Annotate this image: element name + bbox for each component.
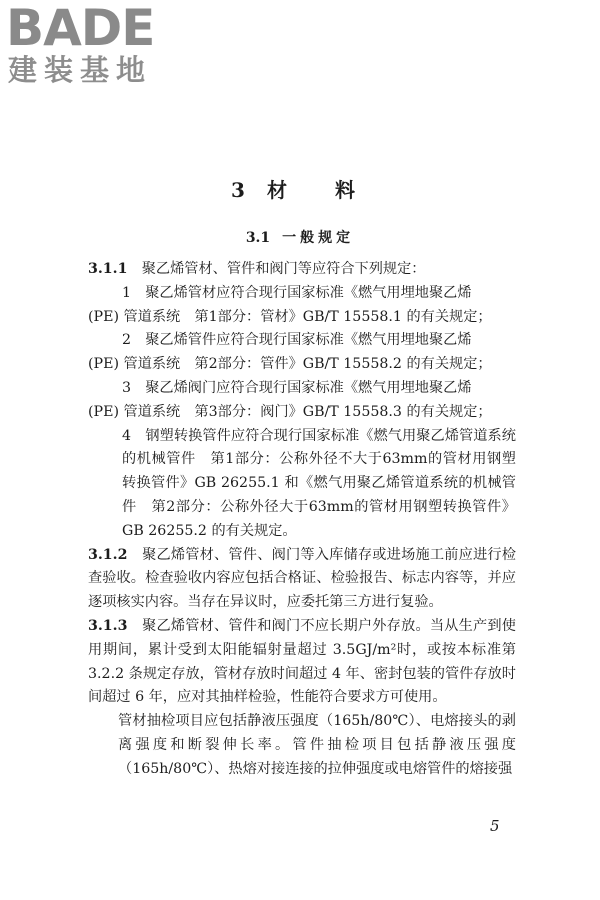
- item-text: 钢塑转换管件应符合现行国家标准《燃气用聚乙烯管道系统的机械管件 第1部分：公称外径不大于63mm的管材用钢塑转换管件》GB 26255.1 和《燃气用聚乙烯管道系统的机械管件 第2部分：公称外径大于63mm的管材用钢塑转换管件》GB 26255.2 的有关规定。: [122, 427, 516, 539]
- list-item: [88, 377, 516, 401]
- logo-brand-cn: 建装基地: [8, 53, 153, 87]
- logo-brand-en: BADE: [6, 0, 155, 57]
- clause-3-1-2: [88, 544, 516, 615]
- chapter-heading: [0, 178, 600, 202]
- clause-3-1-1-intro: [88, 258, 516, 282]
- section-number: 3.1: [245, 230, 271, 246]
- clause-text: 聚乙烯管材、管件和阀门不应长期户外存放。当从生产到使用期间，累计受到太阳能辐射量超过 3.5GJ/m²时，或按本标准第 3.2.2 条规定存放，管材存放时间超过 4 年、密封包装的管件存放时间超过 6 年，应对其抽样检验，性能符合要求方可使用。: [88, 617, 516, 706]
- list-item: [88, 425, 516, 544]
- section-heading: [0, 229, 600, 247]
- clause-3-1-3: [88, 615, 516, 710]
- watermark-logo: [6, 0, 176, 92]
- list-item: [88, 282, 516, 306]
- chapter-number: 3: [231, 178, 245, 202]
- clause-text: 聚乙烯管材、管件、阀门等入库储存或进场施工前应进行检查验收。检查验收内容应包括合格证、检验报告、标志内容等，并应逐项核实内容。当存在异议时，应委托第三方进行复验。: [88, 546, 516, 611]
- page-number: 5: [490, 817, 500, 835]
- item-number: 1: [122, 284, 132, 301]
- item-number: 4: [122, 427, 132, 444]
- section-title: 一般规定: [282, 230, 355, 246]
- list-item-continuation: (PE) 管道系统 第2部分：管件》GB/T 15558.2 的有关规定；: [88, 356, 492, 373]
- item-text: 聚乙烯管材应符合现行国家标准《燃气用埋地聚乙烯: [145, 284, 472, 301]
- clause-number: 3.1.3: [88, 617, 128, 634]
- clause-text: 聚乙烯管材、管件和阀门等应符合下列规定：: [141, 261, 426, 277]
- list-item-continuation: (PE) 管道系统 第3部分：阀门》GB/T 15558.3 的有关规定；: [88, 403, 492, 420]
- item-text: 聚乙烯阀门应符合现行国家标准《燃气用埋地聚乙烯: [145, 379, 472, 396]
- item-number: 2: [122, 332, 132, 349]
- chapter-title: 材 料: [266, 178, 369, 202]
- clause-number: 3.1.2: [88, 546, 128, 563]
- item-number: 3: [122, 379, 132, 396]
- document-body: [88, 258, 516, 782]
- clause-number: 3.1.1: [88, 261, 128, 277]
- clause-3-1-3-paragraph-2: 管材抽检项目应包括静液压强度（165h/80℃）、电熔接头的剥离强度和断裂伸长率。管件抽检项目包括静液压强度（165h/80℃）、热熔对接连接的拉伸强度或电熔管件的熔接强: [118, 713, 516, 777]
- list-item: [88, 329, 516, 353]
- item-text: 聚乙烯管件应符合现行国家标准《燃气用埋地聚乙烯: [145, 332, 472, 349]
- list-item-continuation: (PE) 管道系统 第1部分：管材》GB/T 15558.1 的有关规定；: [88, 308, 492, 325]
